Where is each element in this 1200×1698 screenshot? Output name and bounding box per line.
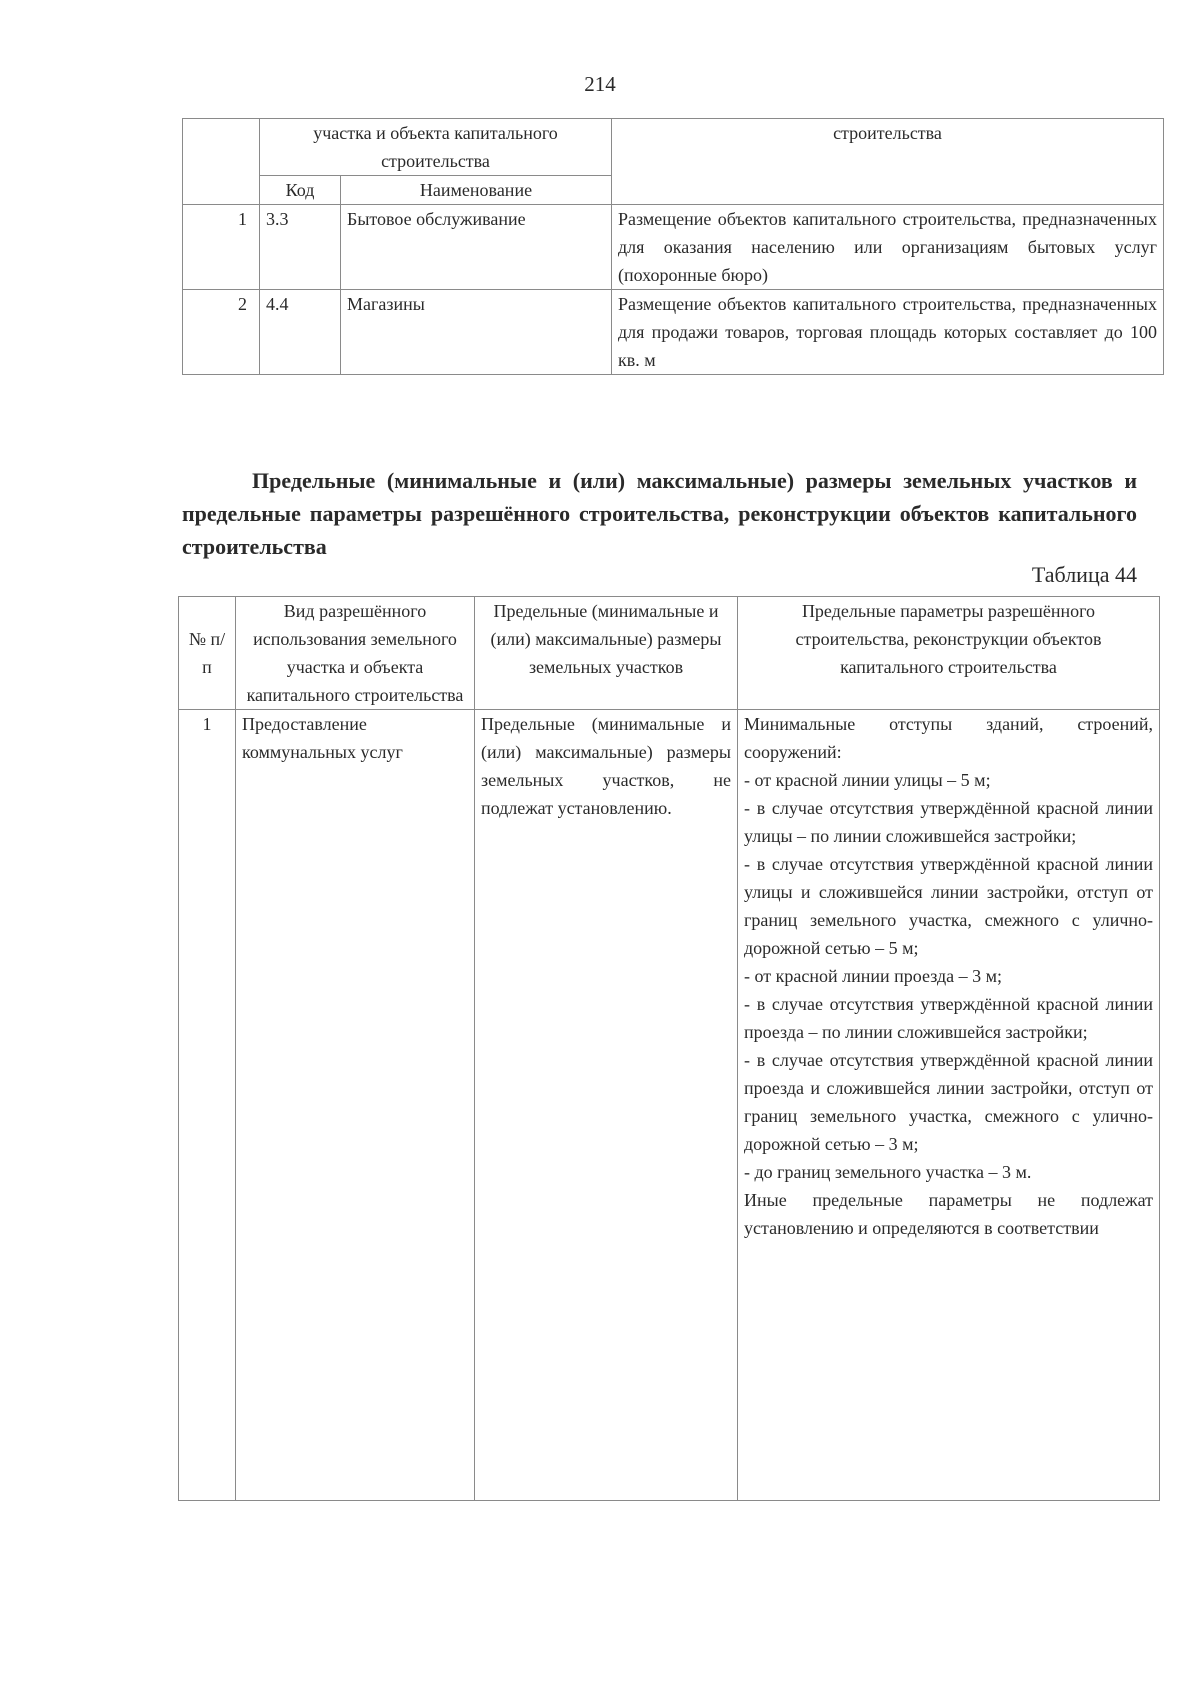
row-sizes: Предельные (минимальные и (или) максимальные) размеры земельных участков, не подлежат установлению.	[475, 710, 738, 1501]
page-number: 214	[584, 72, 616, 96]
header-params: Предельные параметры разрешённого строительства, реконструкции объектов капитального строительства	[738, 597, 1160, 710]
header-description: строительства	[612, 119, 1164, 205]
table-header-row	[183, 119, 1164, 176]
row-name: Бытовое обслуживание	[341, 205, 612, 290]
table-caption: Таблица 44	[1031, 562, 1137, 587]
param-line: - в случае отсутствия утверждённой красной линии улицы – по линии сложившейся застройки;	[744, 798, 1153, 846]
section-heading-text: Предельные (минимальные и (или) максимальные) размеры земельных участков и предельные параметры разрешённого строительства, реконструкции объектов капитального строительства	[182, 468, 1137, 559]
param-line: - от красной линии проезда – 3 м;	[744, 966, 1003, 986]
header-num-cell	[183, 119, 260, 205]
param-line: - в случае отсутствия утверждённой красной линии проезда – по линии сложившейся застройки;	[744, 994, 1153, 1042]
param-line: - от красной линии улицы – 5 м;	[744, 770, 991, 790]
row-kind: Предоставление коммунальных услуг	[236, 710, 475, 1501]
row-code: 4.4	[260, 290, 341, 375]
land-use-table-continued	[182, 118, 1164, 375]
param-line: - в случае отсутствия утверждённой красной линии проезда и сложившейся линии застройки, отступ от границ земельного участка, смежного с улично-дорожной сетью – 3 м;	[744, 1050, 1153, 1154]
table-row	[183, 205, 1164, 290]
row-name: Магазины	[341, 290, 612, 375]
table-row	[183, 290, 1164, 375]
row-description: Размещение объектов капитального строительства, предназначенных для оказания населению или организациям бытовых услуг (похоронные бюро)	[612, 205, 1164, 290]
row-number: 2	[183, 290, 260, 375]
table-row	[179, 710, 1160, 1501]
row-code: 3.3	[260, 205, 341, 290]
param-line: Минимальные отступы зданий, строений, сооружений:	[744, 714, 1153, 762]
row-number: 1	[179, 710, 236, 1501]
parameters-table	[178, 596, 1160, 1501]
table-header-row	[179, 597, 1160, 710]
row-description: Размещение объектов капитального строительства, предназначенных для продажи товаров, торговая площадь которых составляет до 100 кв. м	[612, 290, 1164, 375]
header-kind: Вид разрешённого использования земельного участка и объекта капитального строительства	[236, 597, 475, 710]
row-number: 1	[183, 205, 260, 290]
param-line: Иные предельные параметры не подлежат установлению и определяются в соответствии	[744, 1190, 1153, 1238]
row-params	[738, 710, 1160, 1501]
header-kind-title: участка и объекта капитального строительства	[260, 119, 612, 176]
header-num: № п/п	[179, 597, 236, 710]
param-line: - в случае отсутствия утверждённой красной линии улицы и сложившейся линии застройки, отступ от границ земельного участка, смежного с улично-дорожной сетью – 5 м;	[744, 854, 1153, 958]
header-name: Наименование	[341, 176, 612, 205]
header-code: Код	[260, 176, 341, 205]
header-sizes: Предельные (минимальные и (или) максимальные) размеры земельных участков	[475, 597, 738, 710]
section-heading	[182, 464, 1137, 563]
param-line: - до границ земельного участка – 3 м.	[744, 1162, 1032, 1182]
